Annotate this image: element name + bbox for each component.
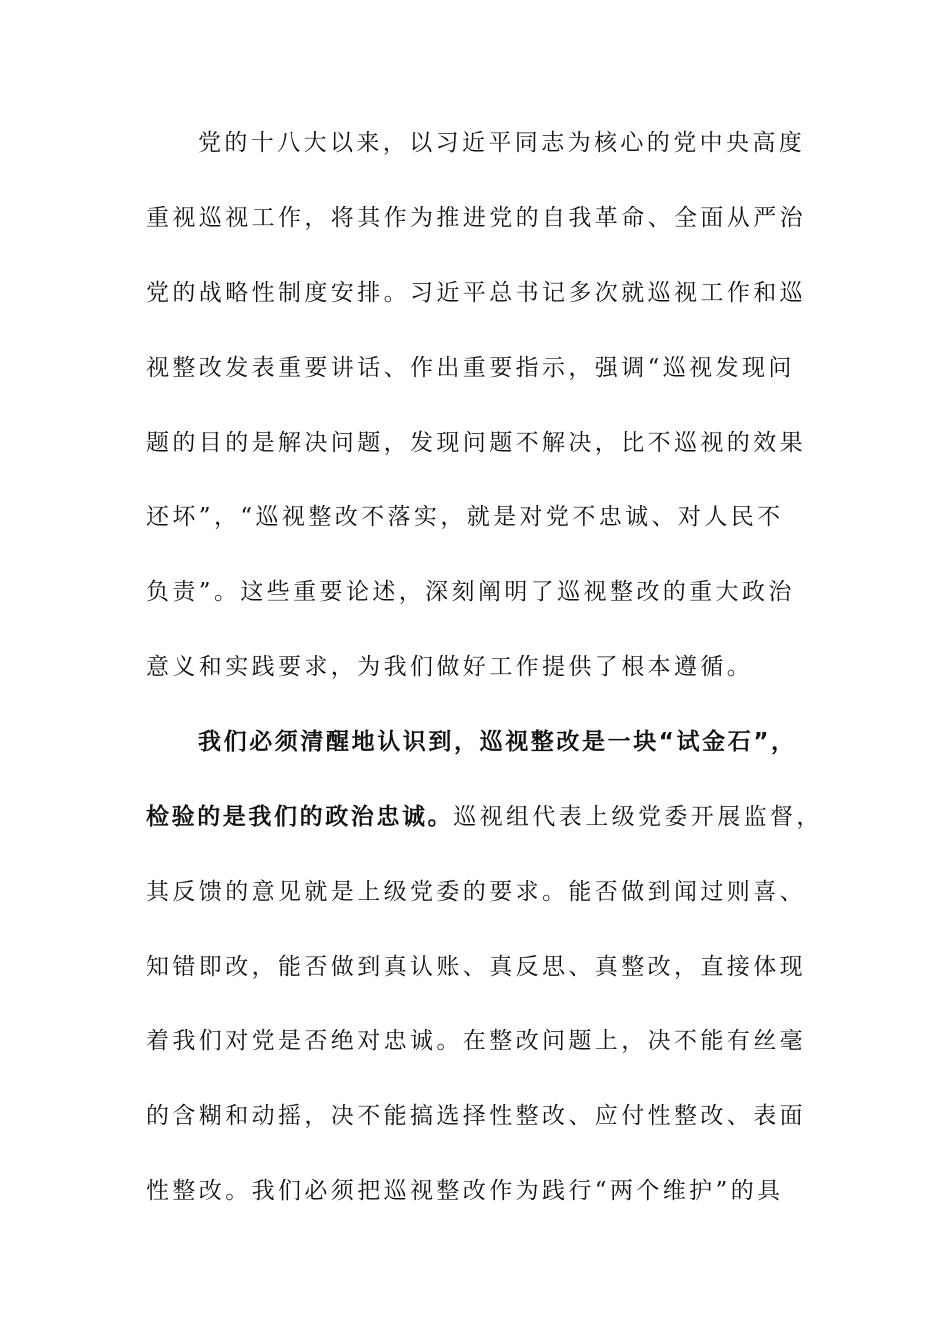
text-line: 知错即改，能否做到真认账、真反思、真整改，直接体现 xyxy=(146,954,806,980)
bold-heading-text: 检验的是我们的政治忠诚。 xyxy=(146,804,454,830)
text-line: 题的目的是解决问题，发现问题不解决，比不巡视的效果 xyxy=(146,430,806,456)
text-line: 的含糊和动摇，决不能搞选择性整改、应付性整改、表面 xyxy=(146,1103,806,1129)
text-line: 其反馈的意见就是上级党委的要求。能否做到闻过则喜、 xyxy=(146,879,806,905)
text-line: 负责”。这些重要论述，深刻阐明了巡视整改的重大政治 xyxy=(146,579,795,605)
text-line: 党的十八大以来，以习近平同志为核心的党中央高度 xyxy=(198,130,806,156)
text-line: 视整改发表重要讲话、作出重要指示，强调“巡视发现问 xyxy=(146,355,795,381)
bold-heading-text: 我们必须清醒地认识到，巡视整改是一块“试金石”， xyxy=(198,729,797,755)
body-text: 巡视组代表上级党委开展监督， xyxy=(453,804,823,830)
text-line: 还坏”，“巡视整改不落实，就是对党不忠诚、对人民不 xyxy=(146,504,784,530)
text-line: 性整改。我们必须把巡视整改作为践行“两个维护”的具 xyxy=(146,1178,784,1204)
text-line: 重视巡视工作，将其作为推进党的自我革命、全面从严治 xyxy=(146,205,806,231)
text-line xyxy=(146,802,823,832)
text-line: 党的战略性制度安排。习近平总书记多次就巡视工作和巡 xyxy=(146,280,806,306)
text-line xyxy=(198,727,797,757)
text-line: 着我们对党是否绝对忠诚。在整改问题上，决不能有丝毫 xyxy=(146,1028,806,1054)
text-line: 意义和实践要求，为我们做好工作提供了根本遵循。 xyxy=(146,654,754,680)
